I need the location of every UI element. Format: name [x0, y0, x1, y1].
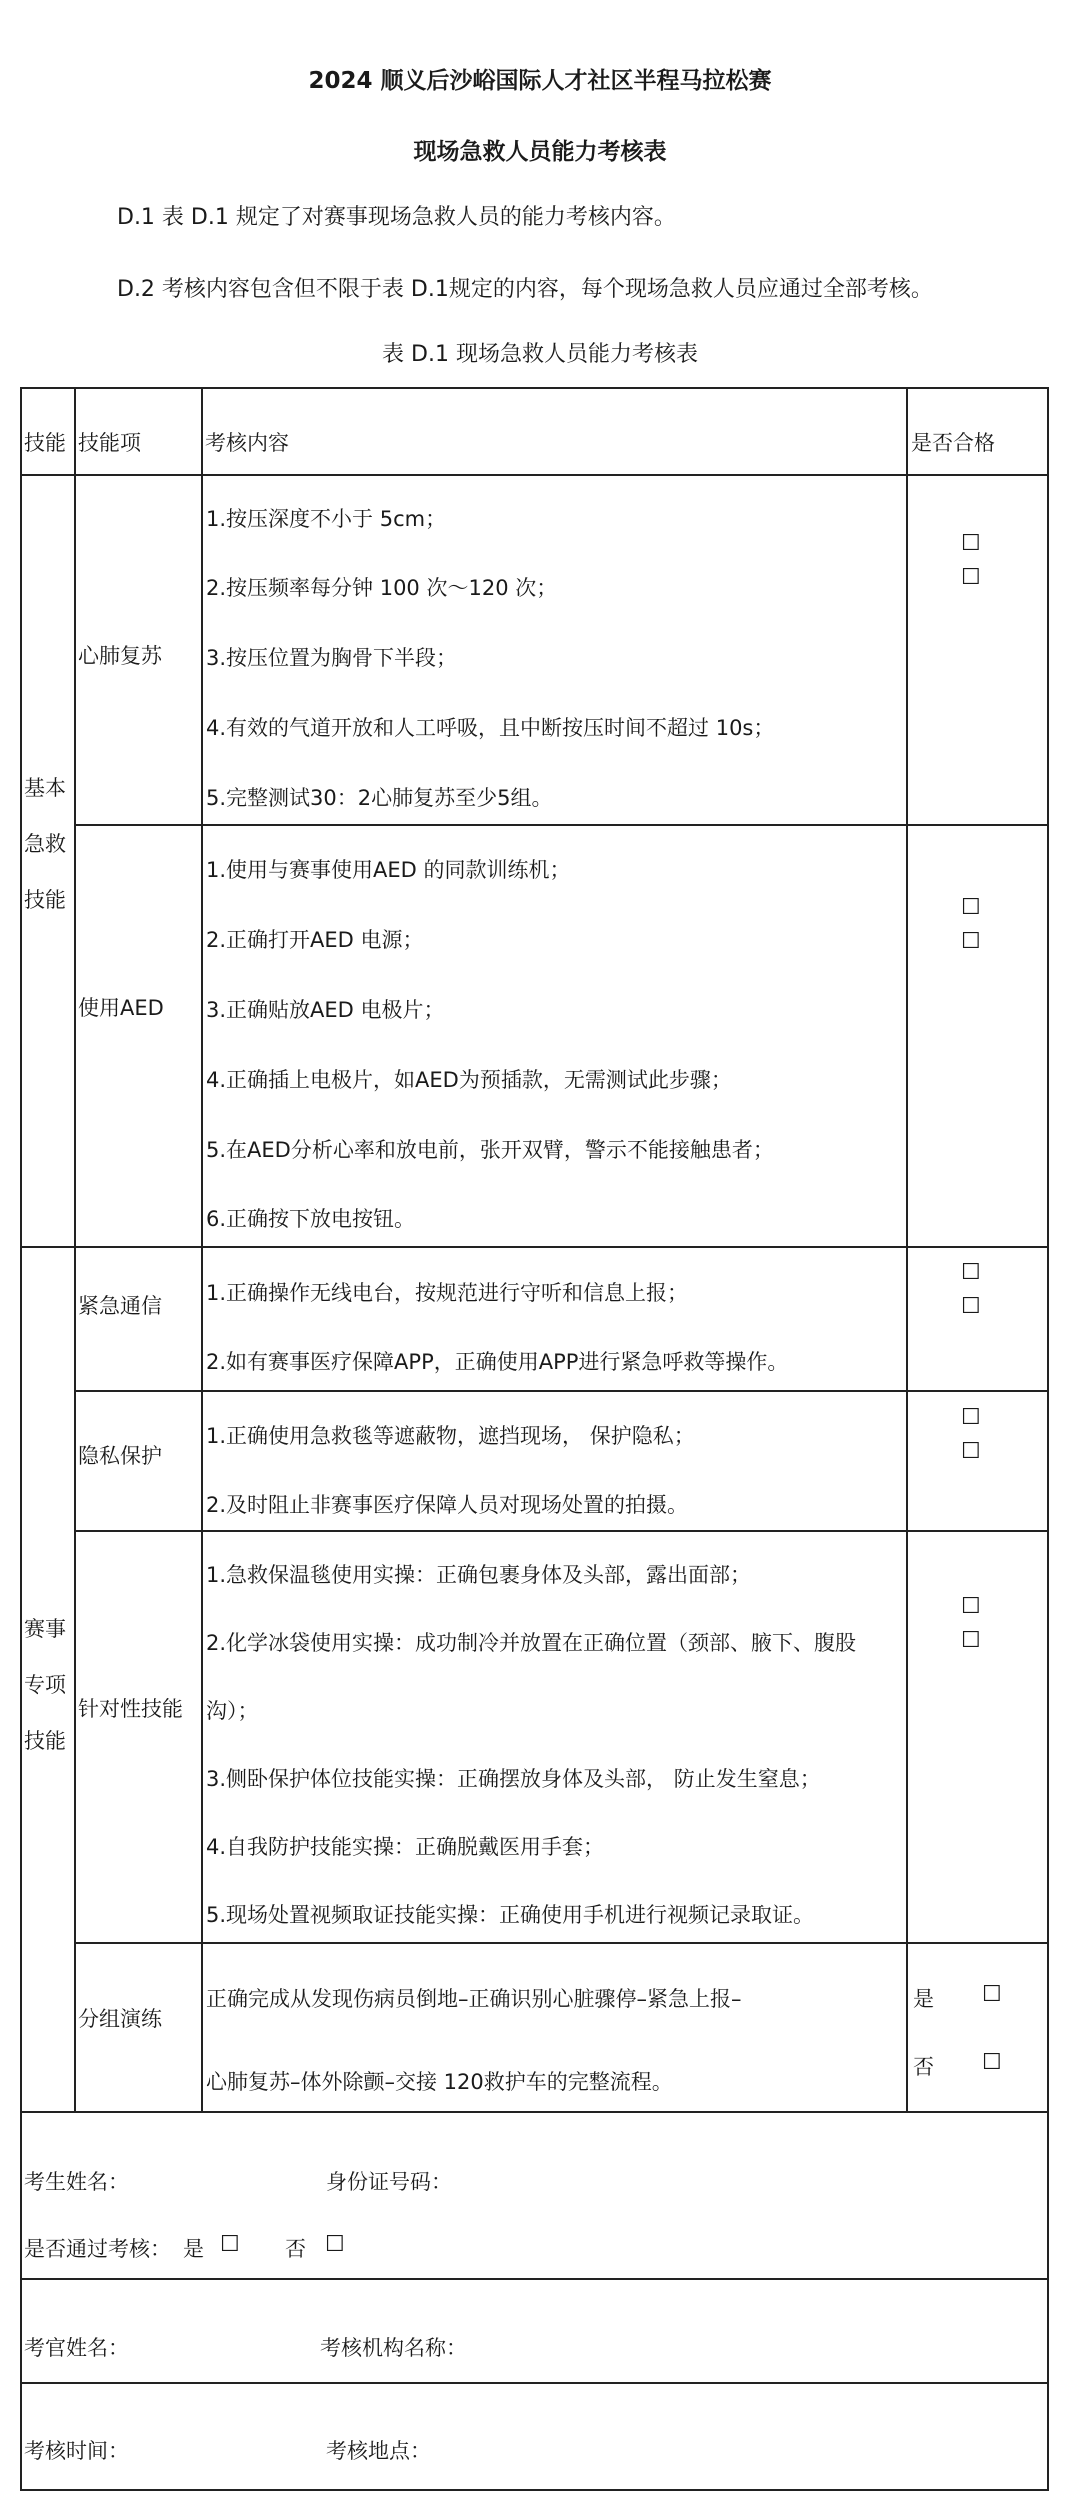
- header-item: 技能项: [78, 431, 141, 455]
- form-border-right: [1047, 2111, 1049, 2491]
- aed-pass-checkbox[interactable]: ☐: [961, 895, 981, 920]
- header-pass: 是否合格: [911, 431, 995, 455]
- targeted-pass-checkbox[interactable]: ☐: [961, 1594, 981, 1619]
- privacy-line: 2.及时阻止非赛事医疗保障人员对现场处置的拍摄。: [206, 1493, 689, 1517]
- item-privacy: 隐私保护: [78, 1444, 162, 1468]
- targeted-line: 3.侧卧保护体位技能实操：正确摆放身体及头部， 防止发生窒息；: [206, 1767, 821, 1791]
- table-border-bottom: [20, 2111, 1047, 2113]
- form-border-left: [20, 2111, 22, 2491]
- comm-pass-checkbox[interactable]: ☐: [961, 1260, 981, 1285]
- aed-line: 2.正确打开AED 电源；: [206, 928, 424, 952]
- aed-line: 6.正确按下放电按钮。: [206, 1207, 416, 1231]
- form-divider-2: [20, 2382, 1047, 2384]
- drill-line: 正确完成从发现伤病员倒地–正确识别心脏骤停–紧急上报–: [206, 1987, 742, 2011]
- aed-line: 5.在AED分析心率和放电前，张开双臂，警示不能接触患者；: [206, 1138, 774, 1162]
- drill-no-label: 否: [913, 2055, 934, 2079]
- cpr-line: 4.有效的气道开放和人工呼吸，且中断按压时间不超过 10s；: [206, 716, 775, 740]
- form-border-bottom: [20, 2489, 1047, 2491]
- targeted-line: 4.自我防护技能实操：正确脱戴医用手套；: [206, 1835, 605, 1859]
- targeted-line: 1.急救保温毯使用实操：正确包裹身体及头部，露出面部；: [206, 1563, 752, 1587]
- item-group-drill: 分组演练: [78, 2007, 162, 2031]
- drill-yes-label: 是: [913, 1987, 934, 2011]
- col-divider-content: [906, 387, 908, 2111]
- table-border-left: [20, 387, 22, 2111]
- aed-fail-checkbox[interactable]: ☐: [961, 929, 981, 954]
- row-divider-cpr: [74, 824, 1047, 826]
- comm-line: 1.正确操作无线电台，按规范进行守听和信息上报；: [206, 1281, 689, 1305]
- form-divider-1: [20, 2278, 1047, 2280]
- drill-line: 心肺复苏–体外除颤–交接 120救护车的完整流程。: [206, 2070, 673, 2094]
- item-emergency-comm: 紧急通信: [78, 1294, 162, 1318]
- passed-no-checkbox[interactable]: ☐: [325, 2232, 345, 2257]
- examinee-name-label: 考生姓名：: [24, 2170, 129, 2194]
- exam-location-label: 考核地点：: [326, 2439, 431, 2463]
- table-caption: 表 D.1 现场急救人员能力考核表: [382, 342, 698, 367]
- targeted-line: 5.现场处置视频取证技能实操：正确使用手机进行视频记录取证。: [206, 1903, 815, 1927]
- cpr-fail-checkbox[interactable]: ☐: [961, 565, 981, 590]
- form-subtitle: 现场急救人员能力考核表: [413, 139, 667, 165]
- row-divider-privacy: [74, 1530, 1047, 1532]
- passed-no-label: 否: [285, 2237, 306, 2261]
- passed-label: 是否通过考核：: [24, 2237, 171, 2261]
- category-divider: [20, 1246, 1047, 1248]
- id-number-label: 身份证号码：: [326, 2170, 452, 2194]
- privacy-pass-checkbox[interactable]: ☐: [961, 1405, 981, 1430]
- table-border-top: [20, 387, 1047, 389]
- targeted-line: 沟）；: [206, 1699, 259, 1723]
- targeted-fail-checkbox[interactable]: ☐: [961, 1628, 981, 1653]
- item-aed: 使用AED: [78, 996, 164, 1020]
- exam-time-label: 考核时间：: [24, 2439, 129, 2463]
- category-basic-first-aid: 基本 急救 技能: [24, 776, 66, 912]
- cpr-pass-checkbox[interactable]: ☐: [961, 531, 981, 556]
- drill-no-checkbox[interactable]: ☐: [982, 2050, 1002, 2075]
- cpr-line: 1.按压深度不小于 5cm；: [206, 507, 447, 531]
- row-divider-comm: [74, 1390, 1047, 1392]
- institution-label: 考核机构名称：: [320, 2336, 467, 2360]
- aed-line: 4.正确插上电极片，如AED为预插款，无需测试此步骤；: [206, 1068, 732, 1092]
- item-targeted-skills: 针对性技能: [78, 1697, 183, 1721]
- header-skill: 技能: [24, 431, 66, 455]
- aed-line: 1.使用与赛事使用AED 的同款训练机；: [206, 858, 571, 882]
- drill-yes-checkbox[interactable]: ☐: [982, 1982, 1002, 2007]
- passed-yes-label: 是: [183, 2237, 204, 2261]
- category-event-specific: 赛事 专项 技能: [24, 1617, 66, 1753]
- row-divider-targeted: [74, 1942, 1047, 1944]
- targeted-line: 2.化学冰袋使用实操：成功制冷并放置在正确位置（颈部、腋下、腹股: [206, 1631, 857, 1655]
- col-divider-item: [201, 387, 203, 2111]
- cpr-line: 2.按压频率每分钟 100 次～120 次；: [206, 576, 558, 600]
- clause-d1: D.1 表 D.1 规定了对赛事现场急救人员的能力考核内容。: [117, 205, 676, 230]
- aed-line: 3.正确贴放AED 电极片；: [206, 998, 445, 1022]
- passed-yes-checkbox[interactable]: ☐: [220, 2232, 240, 2257]
- comm-fail-checkbox[interactable]: ☐: [961, 1294, 981, 1319]
- header-content: 考核内容: [205, 431, 289, 455]
- cpr-line: 3.按压位置为胸骨下半段；: [206, 646, 458, 670]
- privacy-fail-checkbox[interactable]: ☐: [961, 1439, 981, 1464]
- col-divider-skill: [74, 387, 76, 2111]
- header-divider: [20, 474, 1047, 476]
- privacy-line: 1.正确使用急救毯等遮蔽物，遮挡现场， 保护隐私；: [206, 1424, 695, 1448]
- document-title: 2024 顺义后沙峪国际人才社区半程马拉松赛: [308, 68, 772, 94]
- comm-line: 2.如有赛事医疗保障APP，正确使用APP进行紧急呼救等操作。: [206, 1350, 789, 1374]
- item-cpr: 心肺复苏: [78, 644, 162, 668]
- clause-d2: D.2 考核内容包含但不限于表 D.1规定的内容，每个现场急救人员应通过全部考核。: [117, 277, 933, 302]
- table-border-right: [1047, 387, 1049, 2111]
- examiner-name-label: 考官姓名：: [24, 2336, 129, 2360]
- cpr-line: 5.完整测试30：2心肺复苏至少5组。: [206, 786, 553, 810]
